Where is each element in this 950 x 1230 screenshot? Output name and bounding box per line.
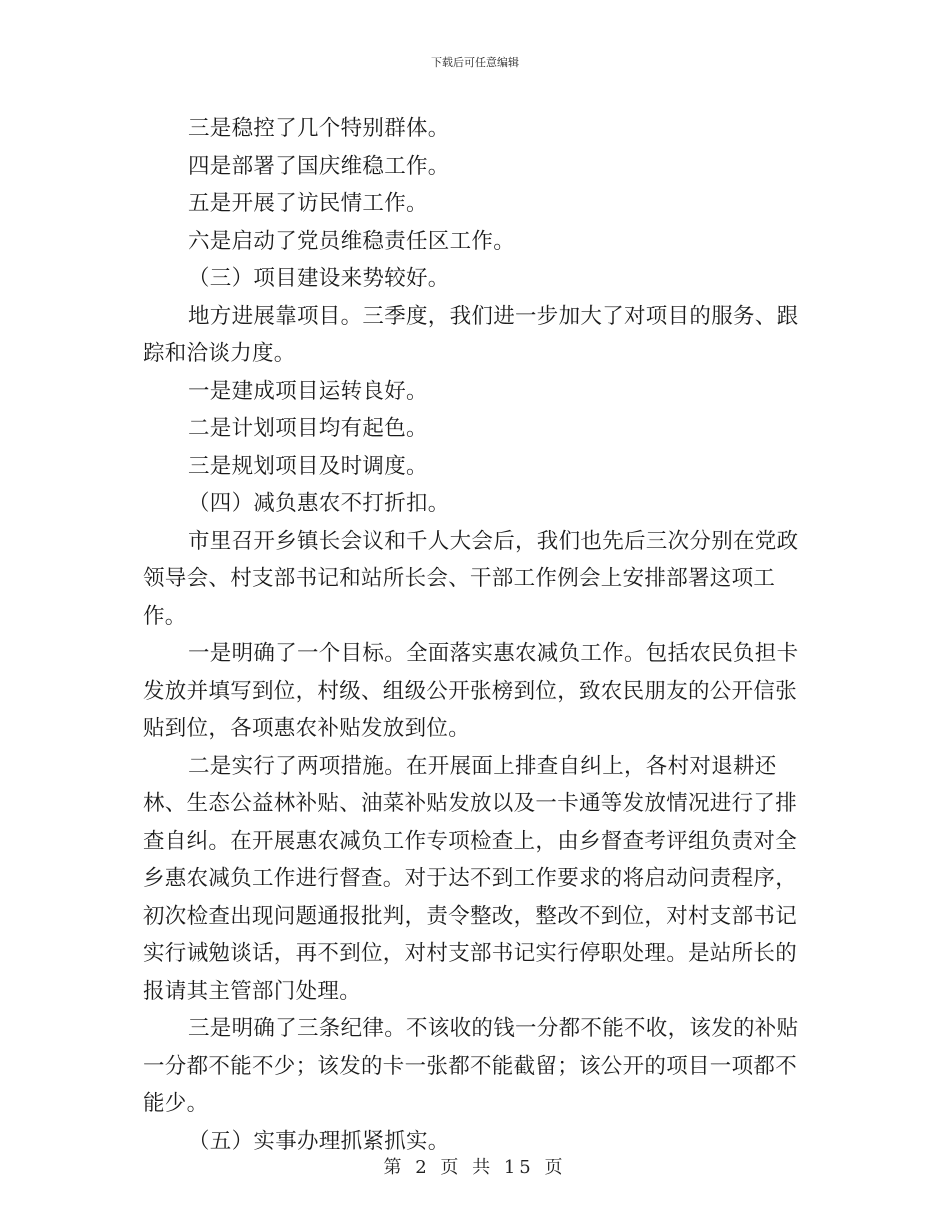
- section-heading: （三）项目建设来势较好。: [188, 266, 450, 291]
- paragraph: 五是开展了访民情工作。: [188, 191, 428, 216]
- section-heading: （四）减负惠农不打折扣。: [188, 491, 450, 516]
- paragraph: 一是明确了一个目标。全面落实惠农减负工作。包括农民负担卡发放并填写到位，村级、组级公开张榜到位，致农民朋友的公开信张贴到位，各项惠农补贴发放到位。: [143, 641, 799, 741]
- paragraph: 市里召开乡镇长会议和千人大会后，我们也先后三次分别在党政领导会、村支部书记和站所长会、干部工作例会上安排部署这项工作。: [143, 528, 799, 629]
- page-footer: 第 2 页 共 15 页: [383, 1157, 567, 1178]
- section-heading: （五）实事办理抓紧抓实。: [188, 1128, 450, 1154]
- page-header: 下载后可任意编辑: [431, 56, 519, 69]
- document-body: [143, 110, 811, 1160]
- paragraph: 四是部署了国庆维稳工作。: [188, 153, 450, 179]
- paragraph: 三是规划项目及时调度。: [188, 453, 428, 479]
- paragraph: 六是启动了党员维稳责任区工作。: [188, 228, 516, 254]
- paragraph: 二是计划项目均有起色。: [188, 416, 428, 441]
- paragraph: 地方进展靠项目。三季度，我们进一步加大了对项目的服务、跟踪和洽谈力度。: [143, 303, 799, 366]
- paragraph: 二是实行了两项措施。在开展面上排查自纠上，各村对退耕还林、生态公益林补贴、油菜补贴发放以及一卡通等发放情况进行了排查自纠。在开展惠农减负工作专项检查上，由乡督查考评组负责对全乡惠农减负工作进行督查。对于达不到工作要求的将启动问责程序，初次检查出现问题通报批判，责令整改，整改不到位，对村支部书记实行诫勉谈话，再不到位，对村支部书记实行停职处理。是站所长的报请其主管部门处理。: [143, 753, 798, 1004]
- paragraph: 一是建成项目运转良好。: [188, 378, 428, 404]
- paragraph: 三是稳控了几个特别群体。: [188, 116, 450, 141]
- paragraph: 三是明确了三条纪律。不该收的钱一分都不能不收，该发的补贴一分都不能不少；该发的卡一张都不能截留；该公开的项目一项都不能少。: [143, 1016, 799, 1116]
